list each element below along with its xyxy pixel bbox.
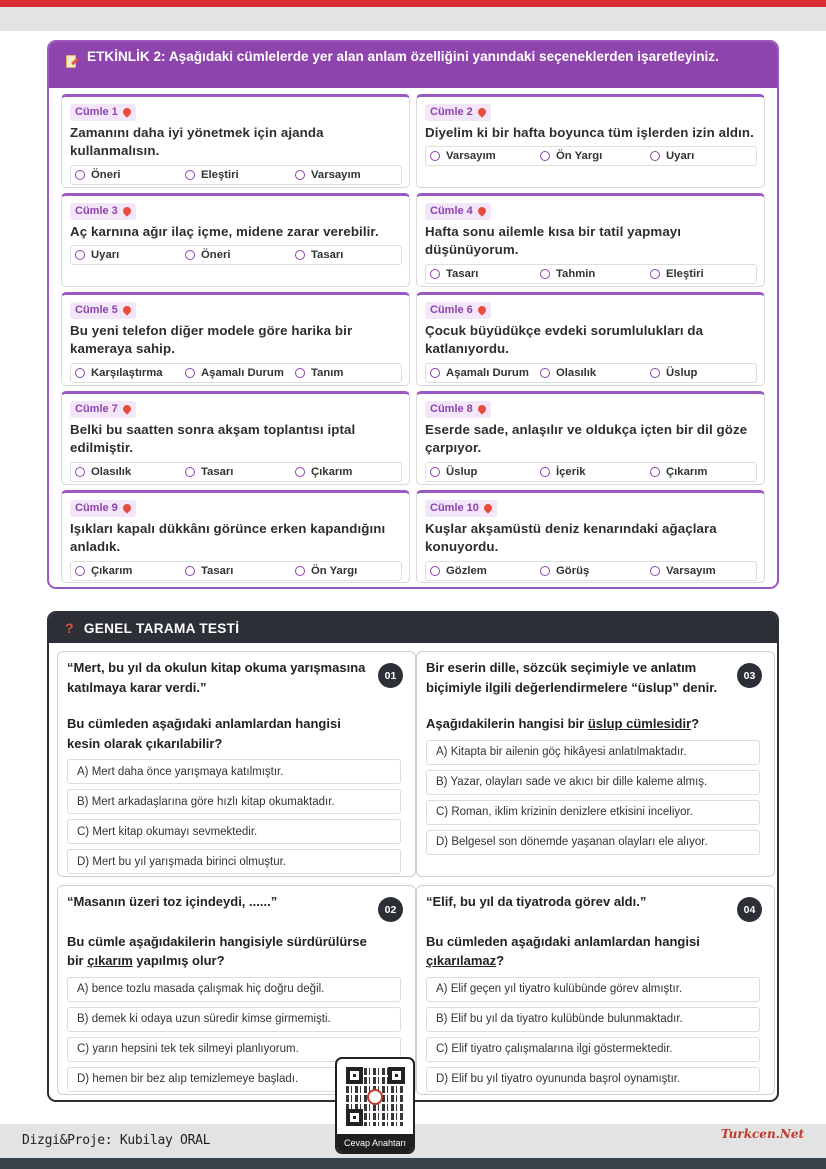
option-group (70, 462, 402, 482)
answer-option[interactable]: C) Mert kitap okumayı sevmektedir. (67, 819, 401, 844)
sentence-tag: Cümle 4 (425, 203, 491, 220)
sentence-text: Hafta sonu ailemle kısa bir tatil yapmayı düşünüyorum. (425, 223, 682, 257)
option-group (425, 363, 757, 383)
question-prompt: Bu cümleden aşağıdaki anlamlardan hangisi kesin olarak çıkarılabilir? (67, 716, 341, 751)
sentence-card-2 (416, 94, 765, 188)
answer-option[interactable]: D) hemen bir bez alıp temizlemeye başladı. (67, 1067, 401, 1092)
option-radio[interactable]: Tahmin (536, 268, 646, 280)
sentence-tag: Cümle 9 (70, 500, 136, 517)
pin-icon (476, 304, 487, 315)
sentence-text: Bu yeni telefon diğer modele göre harika bir kameraya sahip. (70, 322, 353, 356)
sentence-tag: Cümle 1 (70, 104, 136, 121)
activity-title: ETKİNLİK 2: Aşağıdaki cümlelerde yer alan anlam özelliğini yanındaki seçeneklerden işaretleyiniz. (87, 49, 719, 64)
sentence-card-8 (416, 391, 765, 485)
sentence-text: Kuşlar akşamüstü deniz kenarındaki ağaçlara konuyordu. (425, 520, 717, 554)
qr-finder (388, 1067, 405, 1084)
option-radio[interactable]: Tasarı (181, 466, 291, 478)
option-group (425, 561, 757, 581)
answer-option[interactable]: B) demek ki odaya uzun süredir kimse girmemişti. (67, 1007, 401, 1032)
question-prompt: Aşağıdakilerin hangisi bir üslup cümlesidir? (426, 716, 700, 731)
option-radio[interactable]: Öneri (71, 169, 181, 181)
answer-option[interactable]: B) Yazar, olayları sade ve akıcı bir dille kaleme almış. (426, 770, 760, 795)
option-group (70, 561, 402, 581)
option-radio[interactable]: Varsayım (646, 565, 756, 577)
sentence-tag: Cümle 3 (70, 203, 136, 220)
answer-option[interactable]: A) Elif geçen yıl tiyatro kulübünde görev almıştır. (426, 977, 760, 1002)
option-radio[interactable]: Öneri (181, 249, 291, 261)
sentence-text: Aç karnına ağır ilaç içme, midene zarar verebilir. (70, 223, 379, 239)
option-radio[interactable]: Çıkarım (71, 565, 181, 577)
option-radio[interactable]: Uyarı (71, 249, 181, 261)
answer-option[interactable]: D) Elif bu yıl tiyatro oyununda başrol oynamıştır. (426, 1067, 760, 1092)
answer-option[interactable]: C) Roman, iklim krizinin denizlere etkisini inceliyor. (426, 800, 760, 825)
qr-label: Cevap Anahtarı (337, 1134, 413, 1152)
option-group (425, 462, 757, 482)
answer-option[interactable]: C) Elif tiyatro çalışmalarına ilgi göstermektedir. (426, 1037, 760, 1062)
sentence-tag: Cümle 8 (425, 401, 491, 418)
answer-option[interactable]: D) Mert bu yıl yarışmada birinci olmuştur. (67, 849, 401, 874)
sentence-card-3 (61, 193, 410, 287)
sentence-card-6 (416, 292, 765, 386)
option-radio[interactable]: Tasarı (291, 249, 401, 261)
pin-icon (121, 205, 132, 216)
sentence-text: Işıkları kapalı dükkânı görünce erken kapandığını anladık. (70, 520, 386, 554)
pin-icon (121, 403, 132, 414)
sentence-card-10 (416, 490, 765, 583)
option-radio[interactable]: Görüş (536, 565, 646, 577)
sentence-tag: Cümle 2 (425, 104, 491, 121)
option-radio[interactable]: Tasarı (181, 565, 291, 577)
option-radio[interactable]: Varsayım (291, 169, 401, 181)
option-radio[interactable]: Ön Yargı (536, 150, 646, 162)
answer-option[interactable]: B) Elif bu yıl da tiyatro kulübünde bulunmaktadır. (426, 1007, 760, 1032)
sentence-tag: Cümle 7 (70, 401, 136, 418)
activity-section (47, 40, 779, 589)
pin-icon (121, 502, 132, 513)
pin-icon (482, 502, 493, 513)
site-logo[interactable]: Turkcen.Net (720, 1127, 804, 1141)
question-number: 02 (378, 897, 403, 922)
sentence-text: Çocuk büyüdükçe evdeki sorumlulukları da katlanıyordu. (425, 322, 704, 356)
pin-icon (476, 403, 487, 414)
question-number: 01 (378, 663, 403, 688)
question-card-04 (416, 885, 775, 1095)
option-radio[interactable]: Tasarı (426, 268, 536, 280)
test-header (49, 613, 777, 643)
pin-icon (121, 304, 132, 315)
answer-option[interactable]: A) bence tozlu masada çalışmak hiç doğru değil. (67, 977, 401, 1002)
answer-option[interactable]: A) Mert daha önce yarışmaya katılmıştır. (67, 759, 401, 784)
sentence-card-4 (416, 193, 765, 287)
question-prompt: Bu cümle aşağıdakilerin hangisiyle sürdürülürse bir çıkarım yapılmış olur? (67, 933, 367, 968)
option-radio[interactable]: Varsayım (426, 150, 536, 162)
note-pencil-icon (65, 54, 79, 70)
test-title: GENEL TARAMA TESTİ (83, 620, 240, 636)
option-group (425, 146, 757, 166)
sentence-card-9 (61, 490, 410, 583)
top-accent-bar (0, 0, 826, 7)
question-stem: “Mert, bu yıl da okulun kitap okuma yarışmasına katılmaya karar verdi.” (67, 660, 366, 695)
answer-option[interactable]: A) Kitapta bir ailenin göç hikâyesi anlatılmaktadır. (426, 740, 760, 765)
option-radio[interactable]: Tanım (291, 367, 401, 379)
answer-option[interactable]: B) Mert arkadaşlarına göre hızlı kitap okumaktadır. (67, 789, 401, 814)
option-group (70, 165, 402, 185)
pin-icon (476, 106, 487, 117)
option-group (70, 245, 402, 265)
answer-option[interactable]: D) Belgesel son dönemde yaşanan olayları ele alıyor. (426, 830, 760, 855)
question-number: 03 (737, 663, 762, 688)
sentence-card-5 (61, 292, 410, 386)
sentence-tag: Cümle 6 (425, 302, 491, 319)
test-section (47, 611, 779, 1102)
question-stem: Bir eserin dille, sözcük seçimiyle ve anlatım biçimiyle ilgili değerlendirmelere “üslup” denir. (426, 660, 718, 695)
option-radio[interactable]: Üslup (426, 466, 536, 478)
option-radio[interactable]: Çıkarım (291, 466, 401, 478)
footer-bar (0, 1158, 826, 1169)
sentence-text: Diyelim ki bir hafta boyunca tüm işlerden izin aldın. (425, 124, 754, 140)
question-card-03 (416, 651, 775, 877)
sentence-text: Belki bu saatten sonra akşam toplantısı iptal edilmiştir. (70, 421, 356, 455)
pin-icon (476, 205, 487, 216)
option-group (425, 264, 757, 284)
answer-key-qr[interactable] (335, 1057, 415, 1154)
option-radio[interactable]: Gözlem (426, 565, 536, 577)
qr-center-logo (367, 1089, 383, 1105)
question-stem: “Elif, bu yıl da tiyatroda görev aldı.” (426, 894, 647, 909)
footer-credit: Dizgi&Proje: Kubilay ORAL (22, 1133, 211, 1148)
sentence-tag: Cümle 10 (425, 500, 497, 517)
question-prompt: Bu cümleden aşağıdaki anlamlardan hangisi çıkarılamaz? (426, 933, 700, 968)
option-radio[interactable]: Olasılık (536, 367, 646, 379)
option-radio[interactable]: Eleştiri (646, 268, 756, 280)
option-radio[interactable]: Olasılık (71, 466, 181, 478)
option-radio[interactable]: İçerik (536, 466, 646, 478)
qr-finder (346, 1109, 363, 1126)
sentence-text: Zamanını daha iyi yönetmek için ajanda kullanmalısın. (70, 124, 324, 158)
answer-option[interactable]: C) yarın hepsini tek tek silmeyi planlıyorum. (67, 1037, 401, 1062)
qr-finder (346, 1067, 363, 1084)
sentence-card-1 (61, 94, 410, 188)
question-number: 04 (737, 897, 762, 922)
top-band (0, 7, 826, 31)
pin-icon (121, 106, 132, 117)
option-group (70, 363, 402, 383)
sentence-text: Eserde sade, anlaşılır ve oldukça içten bir dil göze çarpıyor. (425, 421, 748, 455)
option-radio[interactable]: Karşılaştırma (71, 367, 181, 379)
sentence-tag: Cümle 5 (70, 302, 136, 319)
option-radio[interactable]: Aşamalı Durum (426, 367, 536, 379)
option-radio[interactable]: Üslup (646, 367, 756, 379)
option-radio[interactable]: Çıkarım (646, 466, 756, 478)
option-radio[interactable]: Eleştiri (181, 169, 291, 181)
sentence-card-7 (61, 391, 410, 485)
option-radio[interactable]: Aşamalı Durum (181, 367, 291, 379)
activity-header (49, 42, 777, 88)
option-radio[interactable]: Ön Yargı (291, 565, 401, 577)
option-radio[interactable]: Uyarı (646, 150, 756, 162)
question-card-01 (57, 651, 416, 877)
question-stem: “Masanın üzeri toz içindeydi, ......” (67, 894, 278, 909)
question-mark-icon: ? (65, 620, 74, 636)
